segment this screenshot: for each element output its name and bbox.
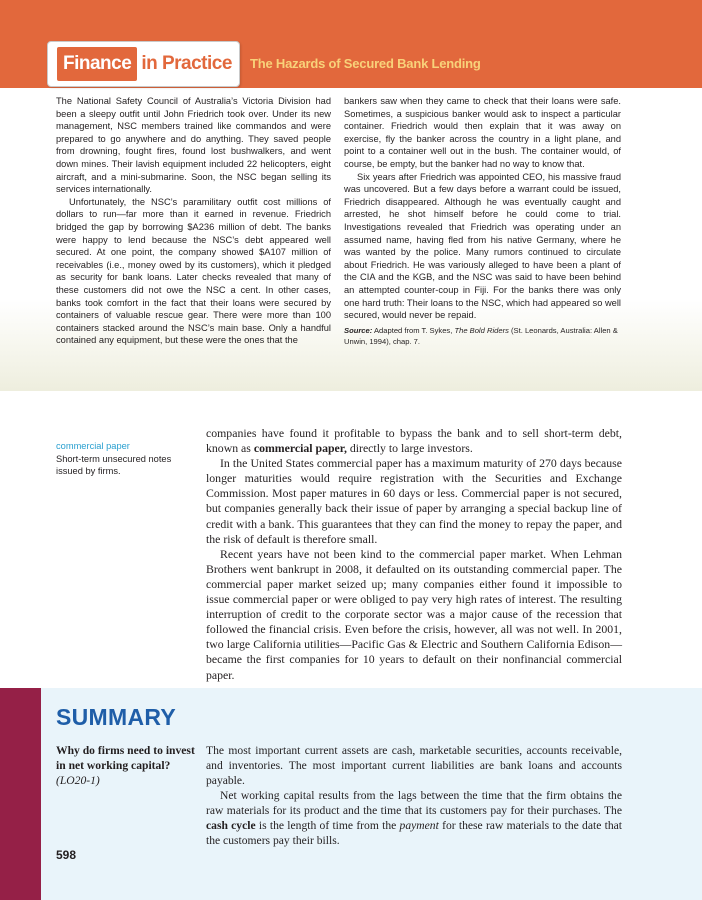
body-text: companies have found it profitable to bypass the bank and to sell short-term debt, known as	[206, 426, 622, 456]
glossary-definition: Short-term unsecured notes issued by firms.	[56, 453, 172, 476]
box-title: The Hazards of Secured Bank Lending	[250, 56, 481, 71]
page-number: 598	[56, 848, 77, 862]
summary-answer	[206, 743, 622, 848]
summary-text: is the length of time from the	[255, 819, 400, 832]
body-paragraph	[206, 426, 622, 456]
glossary-term: commercial paper	[56, 441, 130, 451]
summary-question	[56, 743, 201, 788]
body-text: directly to large investors.	[346, 441, 473, 456]
source-book-title: The Bold Riders	[454, 325, 509, 335]
summary-side-bar	[0, 688, 41, 900]
box-right-column	[344, 95, 621, 347]
badge-finance-label: Finance	[57, 47, 137, 81]
summary-paragraph	[206, 788, 622, 848]
badge-practice-label: in Practice	[141, 53, 232, 74]
summary-paragraph: The most important current assets are cash, marketable securities, accounts receivable, and inventories. The most important current liabilities are bank loans and accounts payable.	[206, 744, 622, 787]
source-text: (St. Leonards, Australia: Allen & Unwin, 1994), chap. 7.	[344, 325, 618, 346]
body-paragraph: Recent years have not been kind to the commercial paper market. When Lehman Brothers went bankrupt in 2008, it defaulted on its outstanding commercial paper. The commercial paper market seized up; many companies either found it impossible to issue commercial paper or were obliged to pay very high rates of interest. The resulting interruption of credit to the corporate sector was a major cause of the recession that followed the financial crisis. Even before the crisis, however, all was not well. In 2001, two large California utilities—Pacific Gas & Electric and Southern California Edison—became the first companies for 10 years to default on their nonfinancial commercial paper.	[206, 546, 622, 682]
box-paragraph: Unfortunately, the NSC’s paramilitary outfit cost millions of dollars to run—far more than it earned in revenue. Friedrich bridged the gap by borrowing $A236 million of debt. The banks were happy to lend because the NSC’s debt appeared well secured. At one point, the company showed $A107 million of receivables (i.e., money owed by its customers), which it pledged as security for bank loans. Later checks revealed that many of these customers did not owe the NSC a cent. In other cases, banks took comfort in the fact that their loans were secured by containers of valuable rescue gear. There were more than 100 containers stacked around the NSC’s main base. Only a handful contained any equipment, but these were the ones that the	[56, 196, 331, 346]
emphasis: payment	[399, 819, 439, 832]
box-paragraph: The National Safety Council of Australia’s Victoria Division had been a sleepy outfit until John Friedrich took over. Under its new management, NSC members trained like commandos and were prepared to go anywhere and do anything. They saved people from drowning, fought fires, found lost bushwalkers, and went down mines. Their lavish equipment included 22 helicopters, eight aircraft, and a mini-submarine. Soon, the NSC began selling its services internationally.	[56, 96, 331, 195]
source-text: Adapted from T. Sykes,	[372, 325, 455, 335]
key-term: cash cycle	[206, 819, 256, 832]
learning-objective: (LO20-1)	[56, 774, 100, 787]
summary-text: for these raw materials to the date that the customers pay their bills.	[206, 819, 622, 847]
question-text: Why do firms need to invest in net working capital?	[56, 744, 195, 772]
box-paragraph: Six years after Friedrich was appointed CEO, his massive fraud was uncovered. But a few days before a warrant could be issued, Friedrich disappeared. Although he was eventually caught and arrested, he shot himself before he could come to trial. Investigations revealed that Friedrich was operating under an assumed name, having fled from his native Germany, where he was wanted by the police. Many rumors continued to circulate about Friedrich. He was variously alleged to have been a plant of the CIA and the KGB, and the NSC was said to have been behind an attempted counter-coup in Fiji. For the banks there was only one hard truth: Their loans to the NSC, which had appeared so well secured, would never be repaid.	[344, 171, 621, 321]
body-paragraph: In the United States commercial paper has a maximum maturity of 270 days because longer maturities would require registration with the Securities and Exchange Commission. Most paper matures in 60 days or less. Commercial paper is not secured, but companies generally back their issue of paper by arranging a special backup line of credit with a bank. This guarantees that they can find the money to repay the paper, and the risk of default is therefore small.	[206, 456, 622, 546]
finance-in-practice-badge	[47, 41, 240, 87]
key-term: commercial paper,	[253, 441, 347, 456]
summary-text: Net working capital results from the lags between the time that the firm obtains the raw materials for its product and the time that its customers pay for their purchases. The	[206, 789, 622, 817]
main-body-text	[206, 426, 622, 683]
summary-heading: SUMMARY	[56, 704, 177, 730]
box-left-column	[56, 95, 331, 347]
box-source-note	[344, 325, 621, 347]
source-label: Source:	[344, 325, 373, 335]
margin-glossary-note	[56, 440, 184, 478]
box-paragraph: bankers saw when they came to check that their loans were safe. Sometimes, a suspicious banker would ask to inspect a particular container. Friedrich would then explain that it was away on exercise, fly the banker across the country in a light plane, and point to a container well out in the bush. The container would, of course, be empty, but the banker had no way to know that.	[344, 96, 621, 169]
